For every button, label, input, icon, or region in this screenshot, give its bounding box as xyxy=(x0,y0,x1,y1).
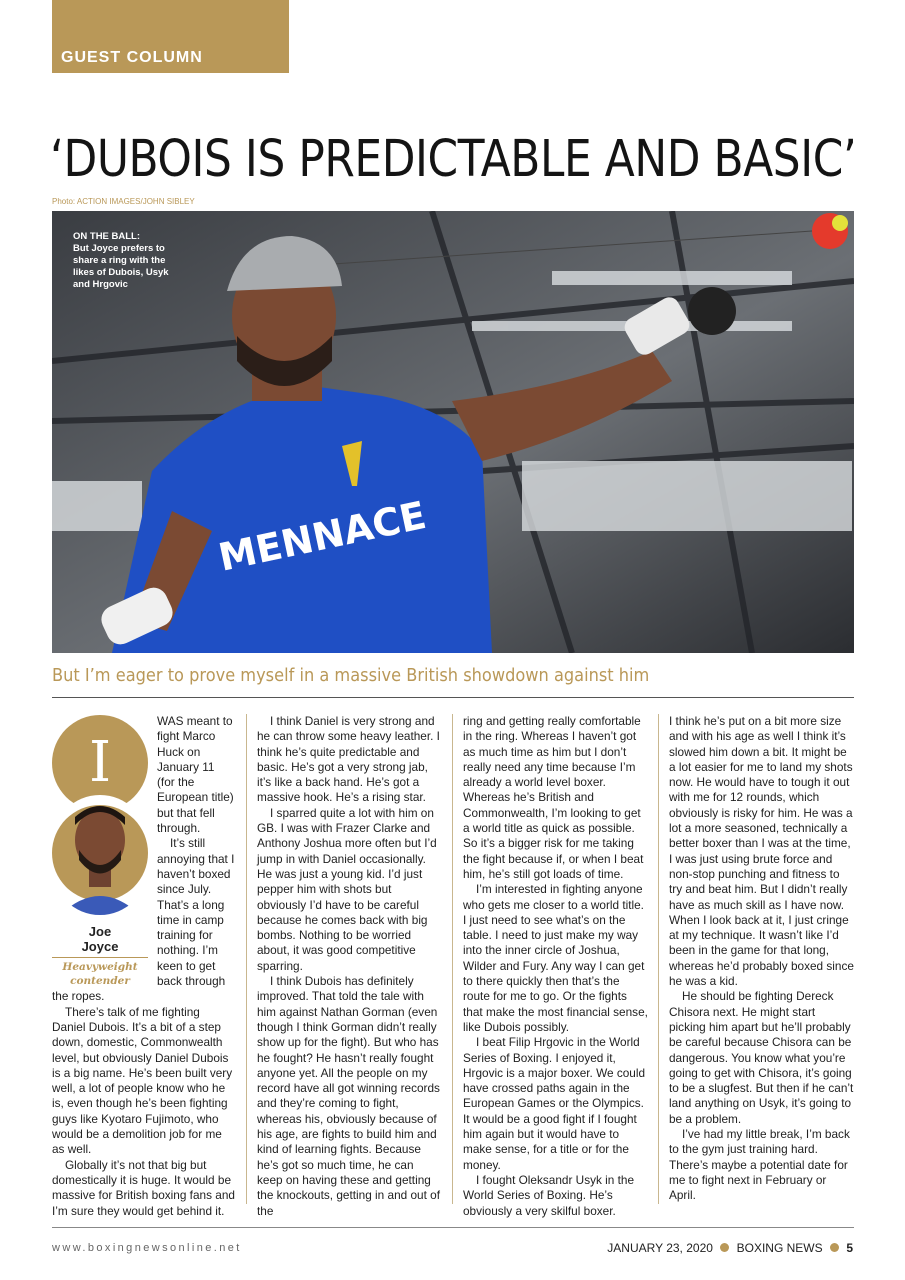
article-paragraph: He should be fighting Dereck Chisora next. He might start picking him apart but he’ll probably be careful because Chisora can be dangerous. You know what you’re going to get with Chisora, it’s going to be a slugfest. But then if he can’t land anything on Usyk, it’s going to be a problem. xyxy=(669,989,854,1126)
article-paragraph: I think he’s put on a bit more size and with his age as well I think it’s slowed him down a bit. It might be a lot easier for me to land my shots now. He would have to tough it out with me for 12 rounds, which obviously is risky for him. He was a lot a more seasoned, technically a better boxer than I was at the time, I was just using brute force and non-stop punching and fitness to try and beat him. But I didn’t really have as much skill as I have now. When I look back at it, I just cringe at my technique. It wasn’t like I’d been in the game for that long, whereas he’d probably boxed since he was a kid. xyxy=(669,714,854,989)
article-column-2 xyxy=(257,714,440,1219)
float-spacer xyxy=(52,714,157,981)
article-paragraph: There’s talk of me fighting Daniel Dubois. It’s a bit of a step down, domestic, Commonwealth level, but obviously Daniel Dubois is a big name. He’s been built very well, a lot of people know who he is, even though he’s been fighting guys like Kyotaro Fujimoto, who would be a demolition job for me as well. xyxy=(52,1004,233,1157)
photo-caption-lead: ON THE BALL: xyxy=(73,231,141,242)
section-banner xyxy=(52,0,289,73)
article-paragraph: I fought Oleksandr Usyk in the World Series of Boxing. He’s obviously a very skilful boxer. xyxy=(463,1172,635,1218)
page-number: 5 xyxy=(846,1241,853,1255)
column-divider xyxy=(246,714,247,1204)
article-paragraph: I think Daniel is very strong and he can throw some heavy leather. I think he’s quite predictable and basic. He’s got a very strong jab, it’s like a back hand. He’s got a massive hook. He’s a rising star. xyxy=(257,714,440,805)
article-paragraph: It’s still annoying that I haven’t boxed since July. That’s a long time in camp training for nothing. I’m keen to get back through the ropes. xyxy=(52,836,235,1004)
article-paragraph: I think Dubois has definitely improved. That told the tale with him against Nathan Gorman (even though I think Gorman didn’t really show up for the fight). But who has he fought? He hasn’t really fought anyone yet. All the people on my record have all got winning records and they’re coming to fight, whereas his, obviously because of his age, are fights to build him and kind of learning fights. Because he’s got so much time, he can keep on having these and getting the knockouts, getting in and out of the xyxy=(257,974,440,1218)
photo-caption-text: But Joyce prefers to share a ring with the likes of Dubois, Usyk and Hrgovic xyxy=(73,243,169,290)
article-paragraph: I’m interested in fighting anyone who gets me closer to a world title. I just need to see what’s on the table. I need to just make my way into the inner circle of Joshua, Wilder and Fury. Any way I can get to there quickly then that’s the route for me to go. Or the fights that make the most financial sense, like Dubois possibly. xyxy=(463,882,648,1034)
article-column-4 xyxy=(669,714,854,1204)
footer-rule xyxy=(52,1227,854,1228)
hero-photo xyxy=(52,211,854,653)
column-divider xyxy=(452,714,453,1204)
headline: ‘DUBOIS IS PREDICTABLE AND BASIC’ xyxy=(50,130,857,189)
article-paragraph: I beat Filip Hrgovic in the World Series of Boxing. I enjoyed it, Hrgovic is a major boxer. We could have crossed paths again in the European Games or the Olympics. It would be a good fight if I fought him again but it would have to make sense, for a title or for the money. xyxy=(463,1035,646,1172)
author-role: Heavyweight contender xyxy=(62,961,138,987)
column-divider xyxy=(658,714,659,1204)
footer-publication: BOXING NEWS xyxy=(736,1241,823,1255)
article-column-3 xyxy=(463,714,648,1219)
photo-credit: Photo: ACTION IMAGES/JOHN SIBLEY xyxy=(52,197,195,206)
article-paragraph: I’ve had my little break, I’m back to the gym just training hard. There’s maybe a potential date for me to fight next in February or April. xyxy=(669,1127,850,1203)
article-paragraph: Globally it’s not that big but domestically it is huge. It would be massive for British boxing fans and I’m sure they would get behind it. xyxy=(52,1157,235,1218)
article-paragraph: ring and getting really comfortable in the ring. Whereas I haven’t got as much time as him but I don’t really need any time because I’m already a world level boxer. Whereas he’s British and Commonwealth, I’m looking to get a world title as quick as possible. So it’s a bigger risk for me taking the fight because if, or when I beat him, he’s still got loads of time. xyxy=(463,714,644,881)
footer-folio xyxy=(607,1241,853,1255)
footer-date: JANUARY 23, 2020 xyxy=(607,1241,713,1255)
author-first-name: Joe xyxy=(88,924,112,939)
standfirst-rule xyxy=(52,697,854,698)
article-paragraph: WAS meant to fight Marco Huck on January 11 (for the European title) but that fell through. xyxy=(157,714,234,836)
article-paragraph: I sparred quite a lot with him on GB. I was with Frazer Clarke and Anthony Joshua more often but I’d jump in with Daniel occasionally. He was just a young kid. I’d just pepper him with shots but obviously I’d have to be careful because he comes back with big bombs. Nothing to be worried about, it was good competitive sparring. xyxy=(257,805,437,973)
photo-caption xyxy=(73,231,183,291)
dot-icon xyxy=(720,1243,729,1252)
standfirst: But I’m eager to prove myself in a massive British showdown against him xyxy=(52,665,650,686)
drop-cap: I xyxy=(52,715,148,811)
article-column-1 xyxy=(52,714,235,1219)
shirt-text: MENNACE xyxy=(214,492,430,580)
footer-url[interactable]: www.boxingnewsonline.net xyxy=(52,1242,242,1254)
dot-icon xyxy=(830,1243,839,1252)
section-label: GUEST COLUMN xyxy=(61,49,203,66)
author-last-name: Joyce xyxy=(81,939,119,954)
